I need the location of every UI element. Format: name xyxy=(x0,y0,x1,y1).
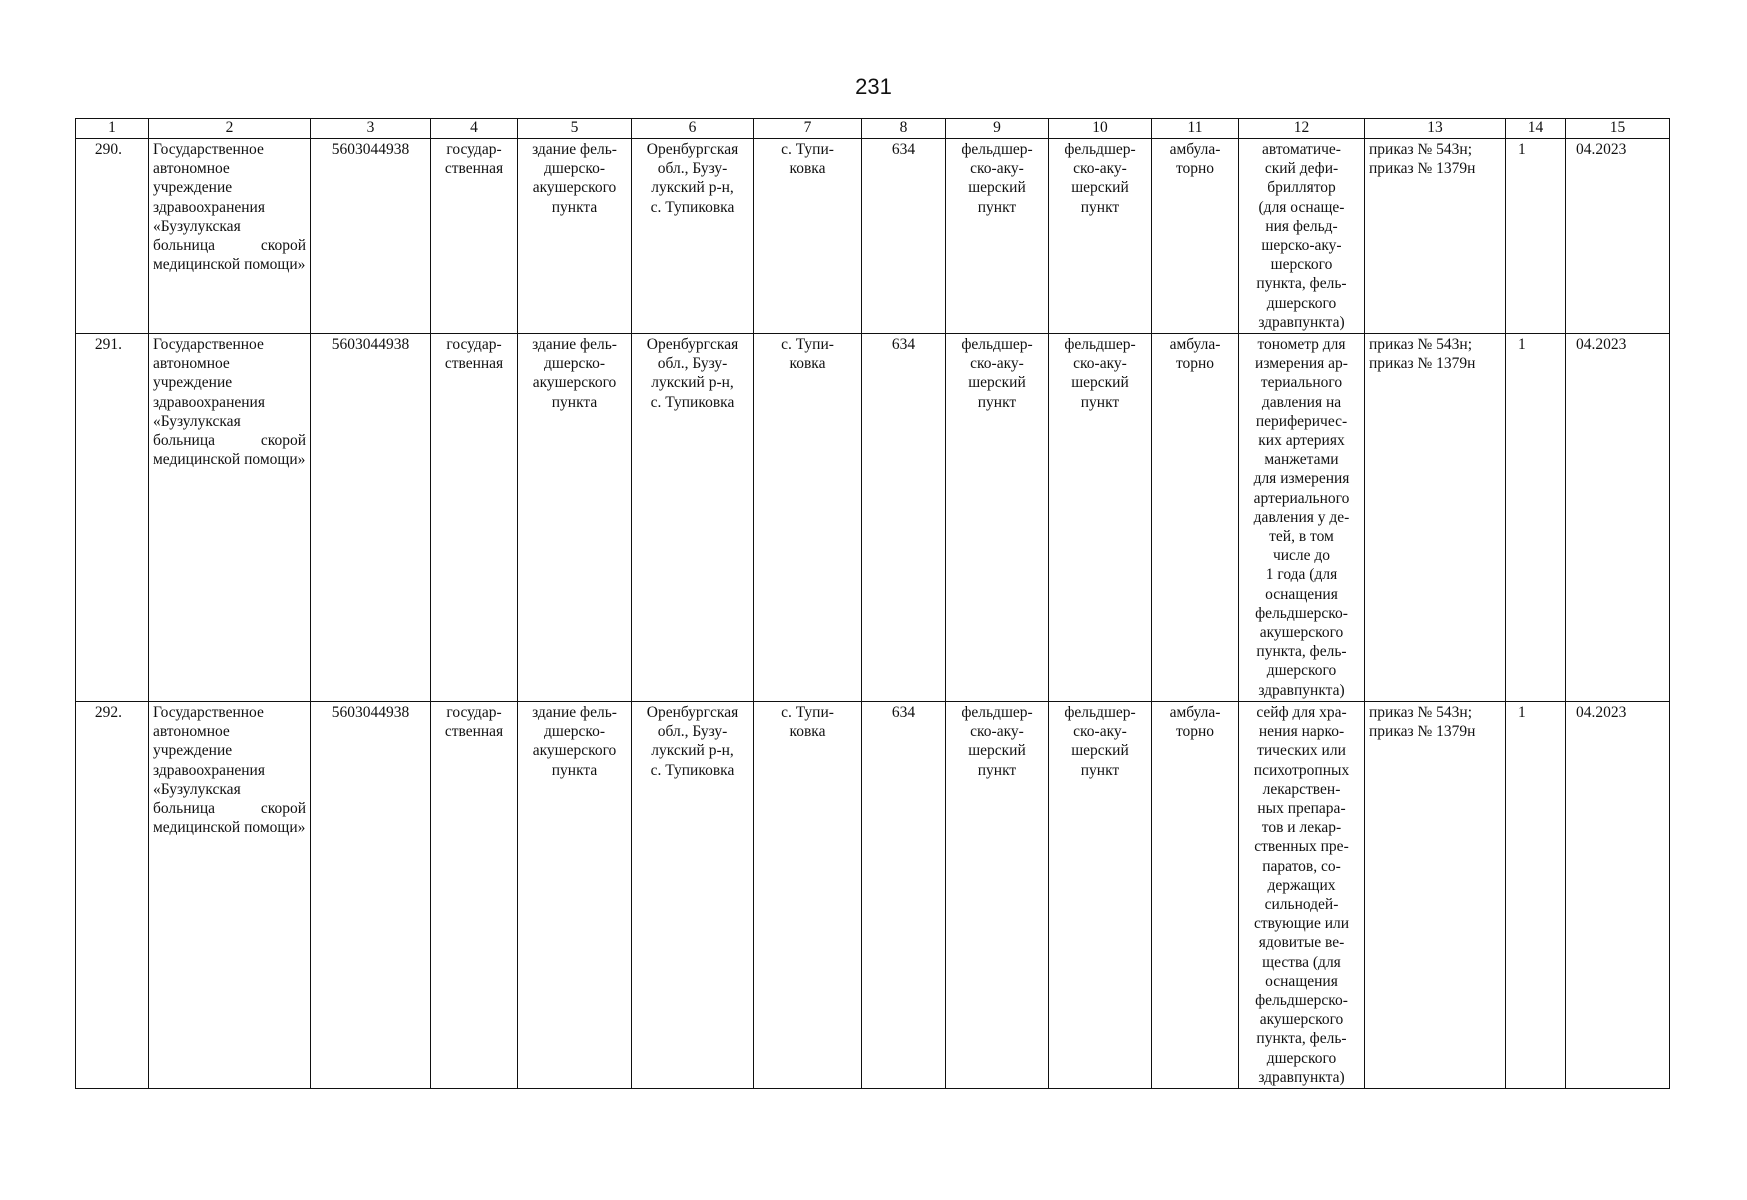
care-conditions-cell: амбула- торно xyxy=(1152,139,1239,334)
ownership-cell: государ- ственная xyxy=(431,701,518,1088)
column-header: 8 xyxy=(862,119,946,139)
row-number-cell: 291. xyxy=(76,334,149,702)
row-number-cell: 292. xyxy=(76,701,149,1088)
date-cell: 04.2023 xyxy=(1566,139,1670,334)
column-header: 4 xyxy=(431,119,518,139)
settlement-cell: с. Тупи- ковка xyxy=(754,334,862,702)
population-cell: 634 xyxy=(862,334,946,702)
care-conditions-cell: амбула- торно xyxy=(1152,701,1239,1088)
unit-type-cell: фельдшер- ско-аку- шерский пункт xyxy=(1049,334,1152,702)
quantity-cell: 1 xyxy=(1506,701,1566,1088)
table-row xyxy=(76,139,1670,334)
organization-name-cell: Государственное автономное учреждение здравоохранения «Бузулукская больница скорой медицинской помощи» xyxy=(149,701,311,1088)
organization-name-cell: Государственное автономное учреждение здравоохранения «Бузулукская больница скорой медицинской помощи» xyxy=(149,139,311,334)
facility-type-cell: фельдшер- ско-аку- шерский пункт xyxy=(946,701,1049,1088)
table-row xyxy=(76,334,1670,702)
organization-name-cell: Государственное автономное учреждение здравоохранения «Бузулукская больница скорой медицинской помощи» xyxy=(149,334,311,702)
column-header: 1 xyxy=(76,119,149,139)
row-number-cell: 290. xyxy=(76,139,149,334)
ownership-cell: государ- ственная xyxy=(431,139,518,334)
equipment-cell: автоматиче- ский дефи- бриллятор (для оснаще- ния фельд- шерско-аку- шерского пункта, фель- дшерского здравпункта) xyxy=(1239,139,1365,334)
column-header: 7 xyxy=(754,119,862,139)
address-cell: Оренбургская обл., Бузу- лукский р-н, с. Тупиковка xyxy=(632,139,754,334)
column-header: 14 xyxy=(1506,119,1566,139)
column-header: 10 xyxy=(1049,119,1152,139)
population-cell: 634 xyxy=(862,701,946,1088)
table-row xyxy=(76,701,1670,1088)
building-cell: здание фель- дшерско- акушерского пункта xyxy=(518,334,632,702)
ownership-cell: государ- ственная xyxy=(431,334,518,702)
order-reference-cell: приказ № 543н; приказ № 1379н xyxy=(1365,701,1506,1088)
column-header: 5 xyxy=(518,119,632,139)
facility-type-cell: фельдшер- ско-аку- шерский пункт xyxy=(946,139,1049,334)
address-cell: Оренбургская обл., Бузу- лукский р-н, с. Тупиковка xyxy=(632,701,754,1088)
column-header: 6 xyxy=(632,119,754,139)
population-cell: 634 xyxy=(862,139,946,334)
unit-type-cell: фельдшер- ско-аку- шерский пункт xyxy=(1049,701,1152,1088)
inn-cell: 5603044938 xyxy=(311,139,431,334)
column-header: 11 xyxy=(1152,119,1239,139)
equipment-registry-table xyxy=(75,118,1670,1089)
quantity-cell: 1 xyxy=(1506,334,1566,702)
address-cell: Оренбургская обл., Бузу- лукский р-н, с. Тупиковка xyxy=(632,334,754,702)
quantity-cell: 1 xyxy=(1506,139,1566,334)
column-header: 13 xyxy=(1365,119,1506,139)
inn-cell: 5603044938 xyxy=(311,334,431,702)
column-header: 9 xyxy=(946,119,1049,139)
building-cell: здание фель- дшерско- акушерского пункта xyxy=(518,139,632,334)
order-reference-cell: приказ № 543н; приказ № 1379н xyxy=(1365,334,1506,702)
column-header: 2 xyxy=(149,119,311,139)
equipment-cell: сейф для хра- нения нарко- тических или психотропных лекарствен- ных препара- тов и лекар- ственных пре- паратов, со- держащих сильнодей- ствующие или ядовитые ве- щества (для оснащения фельдшерско- акушерского пункта, фель- дшерского здравпункта) xyxy=(1239,701,1365,1088)
order-reference-cell: приказ № 543н; приказ № 1379н xyxy=(1365,139,1506,334)
inn-cell: 5603044938 xyxy=(311,701,431,1088)
unit-type-cell: фельдшер- ско-аку- шерский пункт xyxy=(1049,139,1152,334)
settlement-cell: с. Тупи- ковка xyxy=(754,701,862,1088)
date-cell: 04.2023 xyxy=(1566,701,1670,1088)
column-number-row xyxy=(76,119,1670,139)
building-cell: здание фель- дшерско- акушерского пункта xyxy=(518,701,632,1088)
settlement-cell: с. Тупи- ковка xyxy=(754,139,862,334)
column-header: 3 xyxy=(311,119,431,139)
page-number: 231 xyxy=(855,74,892,99)
equipment-cell: тонометр для измерения ар- териального давления на периферичес- ких артериях манжетами для измерения артериального давления у де- тей, в том числе до 1 года (для оснащения фельдшерско- акушерского пункта, фель- дшерского здравпункта) xyxy=(1239,334,1365,702)
date-cell: 04.2023 xyxy=(1566,334,1670,702)
care-conditions-cell: амбула- торно xyxy=(1152,334,1239,702)
facility-type-cell: фельдшер- ско-аку- шерский пункт xyxy=(946,334,1049,702)
column-header: 15 xyxy=(1566,119,1670,139)
column-header: 12 xyxy=(1239,119,1365,139)
